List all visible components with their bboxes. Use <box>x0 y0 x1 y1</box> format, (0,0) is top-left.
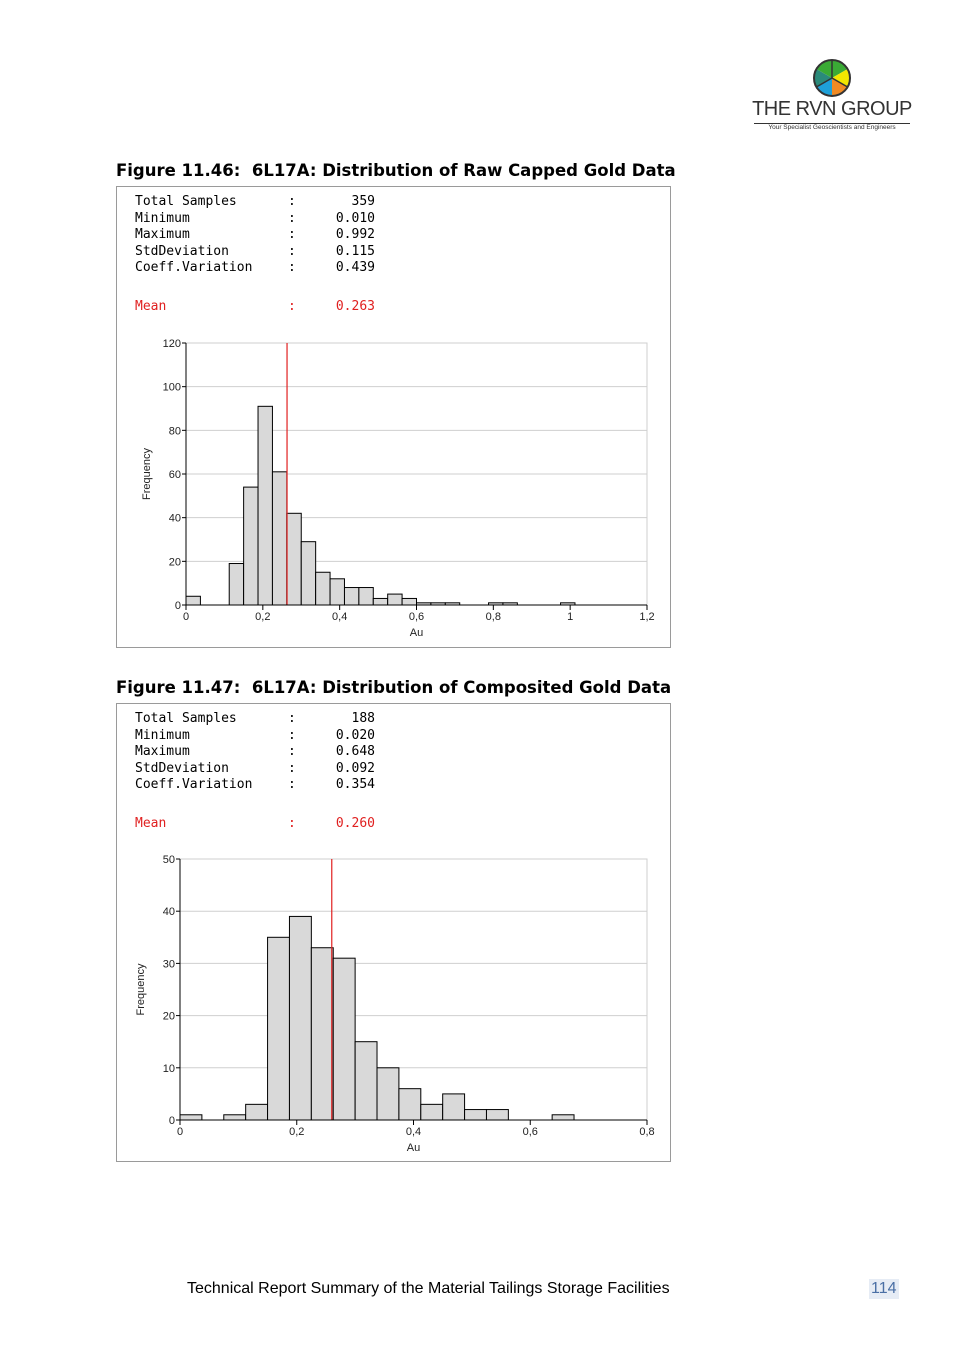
stat-value: 0.020 <box>335 727 375 743</box>
histogram-bar <box>465 1110 487 1120</box>
y-tick-label: 0 <box>168 1115 175 1127</box>
histogram-bar <box>224 1115 246 1120</box>
x-tick-label: 1,2 <box>639 611 655 623</box>
x-tick-label: 0,8 <box>485 611 501 623</box>
y-axis-label: Frequency <box>141 448 153 500</box>
stat-value: 188 <box>351 711 375 726</box>
logo-name: THE RVN GROUP <box>752 98 912 120</box>
x-tick-label: 0,4 <box>405 1126 422 1138</box>
histogram-bar <box>399 1089 421 1120</box>
histogram-bar <box>258 406 272 605</box>
histogram-chart-1 <box>117 187 669 646</box>
figure-panel-1: Total Samples : 359 Minimum : 0.010 Maximum : 0.992 StdDeviation : 0.115 Coeff.Variation : 0.439 Mean : 0.263 0 20 40 60 80 100 120 0 0,2 0,4 0,6 0,8 1 1,2 Au Frequency <box>116 186 671 648</box>
x-tick-label: 0,2 <box>255 611 271 623</box>
y-axis-label: Frequency <box>135 963 147 1016</box>
x-tick-label: 0,8 <box>639 1126 655 1138</box>
stat-value: 359 <box>351 194 375 209</box>
stat-value: 0.010 <box>335 210 375 226</box>
histogram-bar <box>180 1115 202 1120</box>
x-tick-label: 0 <box>182 611 190 623</box>
mean-value: 0.263 <box>335 298 375 314</box>
x-tick-label: 0 <box>176 1126 184 1138</box>
histogram-bar <box>552 1115 574 1120</box>
figure-caption-2: Figure 11.47: 6L17A: Distribution of Composited Gold Data <box>116 678 672 697</box>
y-tick-label: 10 <box>162 1062 175 1075</box>
stat-label: Total Samples <box>135 194 237 209</box>
histogram-bar <box>268 937 290 1120</box>
histogram-bar <box>355 1042 377 1120</box>
histogram-bar <box>344 588 358 605</box>
x-tick-label: 0,2 <box>289 1126 305 1138</box>
x-tick-label: 0,4 <box>332 611 348 623</box>
histogram-bar <box>333 958 355 1120</box>
y-tick-label: 40 <box>168 512 181 525</box>
y-tick-label: 100 <box>162 381 181 394</box>
stat-label: Maximum <box>135 744 190 759</box>
histogram-bar <box>244 487 258 605</box>
stat-label: Minimum <box>135 727 190 743</box>
histogram-bar <box>289 916 311 1120</box>
stat-label: StdDeviation <box>135 760 229 776</box>
logo-tagline: Your Specialist Geoscientists and Engineers <box>768 124 896 131</box>
stat-value: 0.092 <box>335 760 375 776</box>
figure-caption-1: Figure 11.46: 6L17A: Distribution of Raw Capped Gold Data <box>116 161 676 180</box>
x-tick-label: 1 <box>567 611 574 623</box>
histogram-bar <box>229 564 243 605</box>
y-tick-label: 30 <box>162 958 175 971</box>
stat-label: Maximum <box>135 227 190 242</box>
stat-label: Coeff.Variation <box>135 260 253 275</box>
histogram-bar <box>316 572 330 605</box>
y-tick-label: 40 <box>162 906 175 919</box>
y-tick-label: 50 <box>162 854 175 866</box>
mean-label: Mean <box>135 298 167 314</box>
histogram-bar <box>330 579 344 605</box>
x-axis-label: Au <box>409 627 424 639</box>
histogram-bar <box>388 594 402 605</box>
histogram-bar <box>186 596 200 605</box>
histogram-bar <box>301 542 315 605</box>
histogram-bar <box>377 1068 399 1120</box>
stat-value: 0.115 <box>335 243 375 259</box>
stat-label: Minimum <box>135 210 190 226</box>
x-tick-label: 0,6 <box>522 1126 538 1138</box>
stat-label: Coeff.Variation <box>135 777 253 792</box>
histogram-bar <box>246 1104 268 1120</box>
company-logo <box>752 58 912 138</box>
stat-value: 0.648 <box>335 744 375 759</box>
histogram-bar <box>272 472 286 605</box>
y-tick-label: 80 <box>168 425 181 438</box>
y-tick-label: 60 <box>168 469 181 481</box>
logo-wheel-icon <box>812 58 852 98</box>
histogram-bar <box>359 588 373 605</box>
y-tick-label: 20 <box>162 1010 175 1023</box>
histogram-bar <box>486 1110 508 1120</box>
footer-title: Technical Report Summary of the Material Tailings Storage Facilities <box>187 1280 670 1297</box>
x-tick-label: 0,6 <box>408 611 425 623</box>
histogram-chart-2 <box>117 704 669 1160</box>
stat-value: 0.992 <box>335 227 375 242</box>
y-tick-label: 20 <box>168 556 181 569</box>
mean-value: 0.260 <box>335 815 375 831</box>
histogram-bar <box>421 1104 443 1120</box>
histogram-bar <box>373 598 387 605</box>
plot-frame <box>180 859 647 1120</box>
y-tick-label: 120 <box>162 338 181 350</box>
stat-label: Total Samples <box>135 711 237 726</box>
y-tick-label: 0 <box>174 600 181 612</box>
page-number: 114 <box>871 1280 897 1297</box>
stat-label: StdDeviation <box>135 243 229 259</box>
histogram-bar <box>402 598 416 605</box>
stat-value: 0.439 <box>335 260 375 275</box>
histogram-bar <box>287 513 301 605</box>
histogram-bar <box>443 1094 465 1120</box>
histogram-bar <box>311 948 333 1120</box>
stat-value: 0.354 <box>335 777 375 792</box>
mean-label: Mean <box>135 815 167 831</box>
figure-panel-2: Total Samples : 188 Minimum : 0.020 Maximum : 0.648 StdDeviation : 0.092 Coeff.Variation : 0.354 Mean : 0.260 0 10 20 30 40 50 0 0,2 0,4 0,6 0,8 Au Frequency <box>116 703 671 1162</box>
x-axis-label: Au <box>406 1142 421 1154</box>
